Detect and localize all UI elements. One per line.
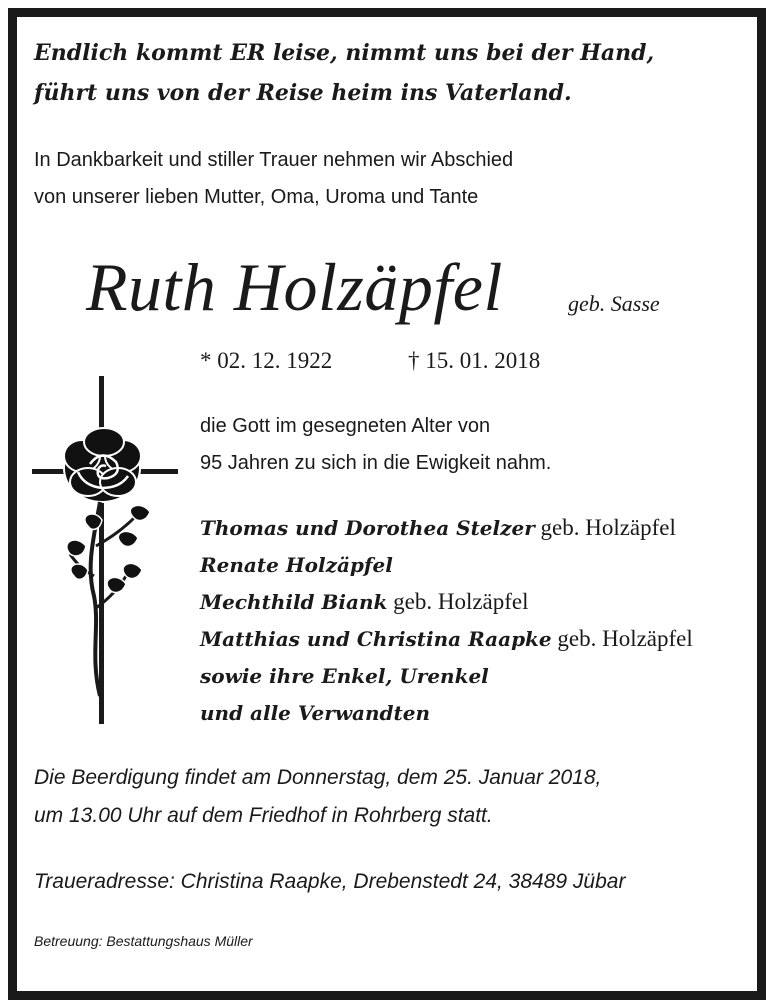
mourning-address: Traueradresse: Christina Raapke, Drebenstedt 24, 38489 Jübar <box>34 870 626 893</box>
mourner-name: Renate Holzäpfel <box>200 553 393 577</box>
mourner-maiden-name: geb. Holzäpfel <box>387 589 529 614</box>
mourner-maiden-name: geb. Holzäpfel <box>534 515 676 540</box>
cross-with-rose-icon <box>30 376 180 733</box>
deceased-maiden-name: geb. Sasse <box>568 291 660 316</box>
mourner-line <box>200 663 489 689</box>
funeral-line-1: Die Beerdigung findet am Donnerstag, dem 25. Januar 2018, <box>34 766 602 789</box>
mourner-line <box>200 552 393 578</box>
deceased-name: Ruth Holzäpfel <box>86 249 503 325</box>
motto-line-1: Endlich kommt ER leise, nimmt uns bei der Hand, <box>34 40 655 66</box>
funeral-line-2: um 13.00 Uhr auf dem Friedhof in Rohrberg statt. <box>34 804 493 827</box>
mourner-maiden-name: geb. Holzäpfel <box>551 626 693 651</box>
mourner-line <box>200 589 529 615</box>
mourner-line <box>200 626 693 652</box>
mourner-name: Mechthild Biank <box>200 590 388 614</box>
funeral-home-credit: Betreuung: Bestattungshaus Müller <box>34 933 253 949</box>
death-date: † 15. 01. 2018 <box>408 348 541 373</box>
intro-line-2: von unserer lieben Mutter, Oma, Uroma und Tante <box>34 186 479 208</box>
mourner-name: Thomas und Dorothea Stelzer <box>200 516 535 540</box>
mourner-line <box>200 515 676 541</box>
motto-line-2: führt uns von der Reise heim ins Vaterland. <box>34 80 572 106</box>
mourner-name: und alle Verwandten <box>200 701 431 725</box>
tribute-line-1: die Gott im gesegneten Alter von <box>200 415 491 437</box>
birth-date: * 02. 12. 1922 <box>200 348 333 373</box>
mourner-name: Matthias und Christina Raapke <box>200 627 552 651</box>
mourner-line <box>200 700 430 726</box>
tribute-line-2: 95 Jahren zu sich in die Ewigkeit nahm. <box>200 452 552 474</box>
intro-line-1: In Dankbarkeit und stiller Trauer nehmen wir Abschied <box>34 149 514 171</box>
mourner-name: sowie ihre Enkel, Urenkel <box>200 664 489 688</box>
